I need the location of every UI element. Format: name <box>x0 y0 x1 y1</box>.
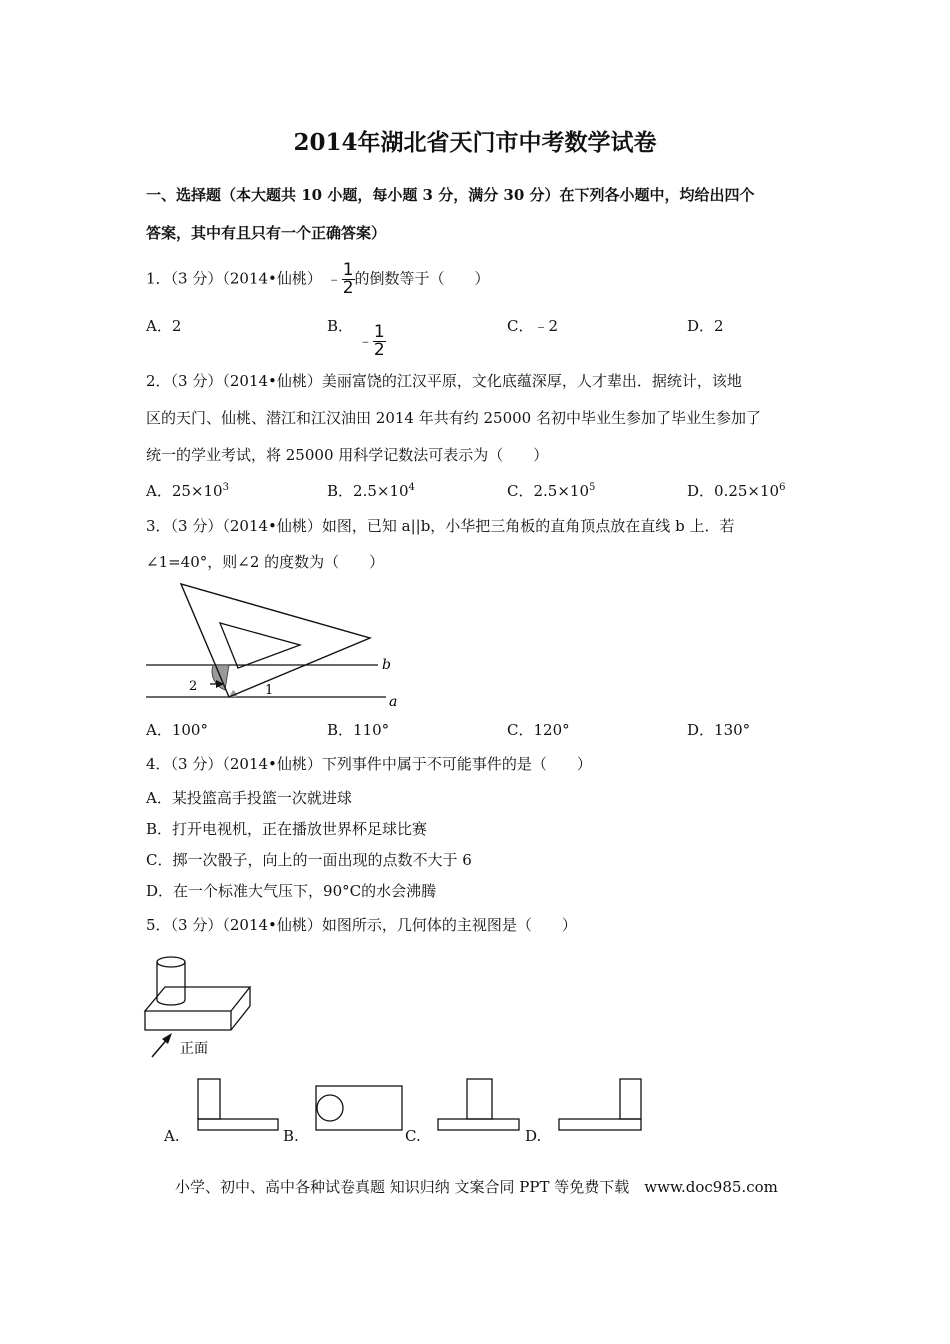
q5-option-b-figure <box>316 1086 402 1130</box>
label-b: b <box>382 657 391 673</box>
q1-option-c: C．﹣2 <box>507 317 559 335</box>
q2-option-c-exponent: 5 <box>589 482 596 493</box>
front-label: 正面 <box>180 1041 208 1057</box>
question-2-line2: 区的天门、仙桃、潜江和江汉油田 2014 年共有约 25000 名初中毕业生参加了毕业生参加了 <box>146 409 761 427</box>
q2-option-c-base: C．2.5×10 <box>507 482 589 500</box>
q5-option-c-label: C. <box>405 1127 421 1145</box>
q1-option-a: A．2 <box>146 317 182 335</box>
q5-option-a-label: A. <box>164 1127 180 1145</box>
page-title: 2014年湖北省天门市中考数学试卷 <box>293 129 657 156</box>
question-2-line1: 2．（3 分）（2014•仙桃）美丽富饶的江汉平原，文化底蕴深厚，人才辈出．据统计，该地 <box>146 372 742 390</box>
q1-option-b-prefix: B． <box>327 317 354 335</box>
fraction-numerator: 1 <box>373 321 385 342</box>
q3-option-c: C．120° <box>507 721 570 739</box>
question-3-line2: ∠1=40°，则∠2 的度数为（ ） <box>146 553 385 571</box>
section-heading-line2: 答案，其中有且只有一个正确答案） <box>146 224 387 242</box>
cylinder-bottom <box>157 1000 185 1005</box>
fraction-denominator: 2 <box>373 339 385 360</box>
question-2-line3: 统一的学业考试，将 25000 用科学记数法可表示为（ ） <box>146 446 549 464</box>
q5-option-d-label: D. <box>525 1127 542 1145</box>
slab-sides <box>145 987 250 1030</box>
slab-top-face <box>145 987 250 1011</box>
q4-option-a: A．某投篮高手投篮一次就进球 <box>146 789 352 807</box>
question-1-prefix: 1．（3 分）（2014•仙桃） <box>146 269 322 288</box>
fraction-denominator: 2 <box>342 278 354 298</box>
question-1-suffix: 的倒数等于（ ） <box>354 269 490 288</box>
section-heading-line1: 一、选择题（本大题共 10 小题，每小题 3 分，满分 30 分）在下列各小题中，均给出四个 <box>146 186 755 204</box>
q5-option-c-figure <box>438 1079 519 1130</box>
fraction-numerator: 1 <box>342 260 354 280</box>
question-3-line1: 3．（3 分）（2014•仙桃）如图，已知 a||b，小华把三角板的直角顶点放在直线 b 上．若 <box>146 517 735 535</box>
cylinder-top <box>157 957 185 967</box>
q4-option-d: D．在一个标准大气压下，90°C的水会沸腾 <box>146 882 437 900</box>
footer-text: 小学、初中、高中各种试卷真题 知识归纳 文案合同 PPT 等免费下载 www.doc985.com <box>175 1178 778 1196</box>
q3-option-a: A．100° <box>146 721 208 739</box>
q5-option-a-figure <box>198 1079 278 1130</box>
q2-option-a-base: A．25×10 <box>146 482 223 500</box>
q1-option-b-neg: ﹣ <box>357 331 373 349</box>
q2-option-b-exponent: 4 <box>408 482 415 493</box>
q2-option-d-base: D．0.25×10 <box>687 482 780 500</box>
q3-option-d: D．130° <box>687 721 751 739</box>
q2-option-d-exponent: 6 <box>779 482 786 493</box>
q5-option-d-figure <box>559 1079 641 1130</box>
question-1-neg: ﹣ <box>326 269 342 288</box>
label-a: a <box>389 694 398 710</box>
q1-option-d: D．2 <box>687 317 724 335</box>
q2-option-b-base: B．2.5×10 <box>327 482 409 500</box>
q5-option-b-label: B. <box>283 1127 299 1145</box>
label-angle-2: 2 <box>189 679 198 694</box>
label-angle-1: 1 <box>265 683 274 698</box>
question-5-line1: 5．（3 分）（2014•仙桃）如图所示，几何体的主视图是（ ） <box>146 916 577 934</box>
q4-option-b: B．打开电视机，正在播放世界杯足球比赛 <box>146 820 428 838</box>
q4-option-c: C．掷一次骰子，向上的一面出现的点数不大于 6 <box>146 851 472 869</box>
q3-option-b: B．110° <box>327 721 390 739</box>
question-4-line1: 4．（3 分）（2014•仙桃）下列事件中属于不可能事件的是（ ） <box>146 755 592 773</box>
q2-option-a-exponent: 3 <box>222 482 229 493</box>
